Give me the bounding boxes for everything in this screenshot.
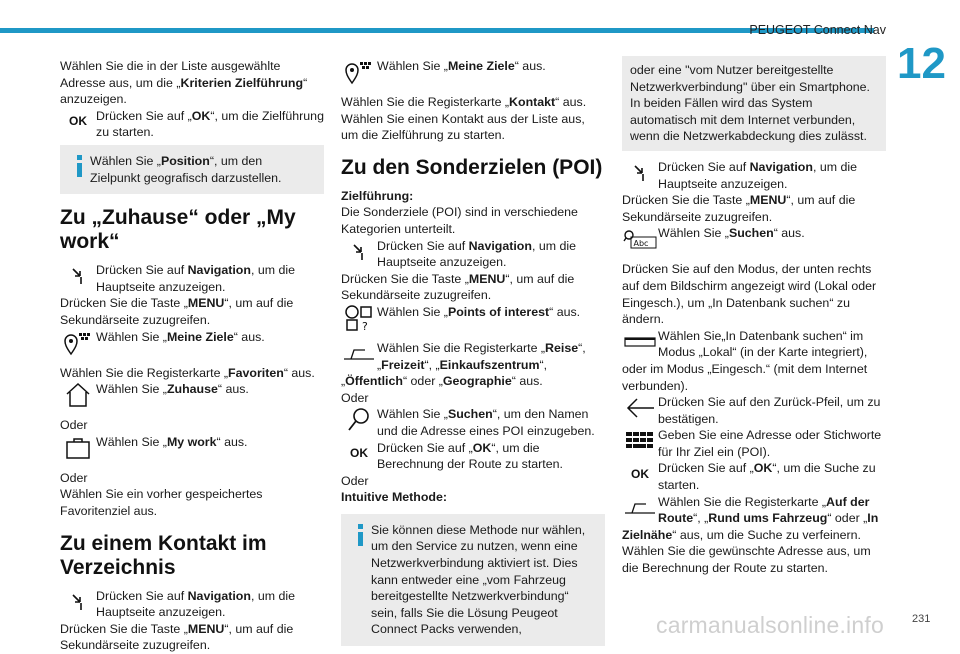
paragraph: Oder [341,390,369,405]
section-heading-home: Zu „Zuhause“ oder „My work“ [60,206,296,254]
info-box-continued: oder eine "vom Nutzer bereitgestellte Netzwerkverbindung" über ein Smartphone. In beiden Fällen wird das System automatisch mit dem Internet verbunden, wenn die Netzwerkabdeckung dies zulässt. [622,56,886,151]
navigation-arrow-icon [60,588,96,616]
my-destinations-icon [341,58,377,86]
step-text: Drücken Sie auf den Zurück-Pfeil, um zu bestätigen. [658,395,881,426]
navigation-arrow-icon [622,159,658,187]
step-text: Drücken Sie auf Navigation, um die Hauptseite anzuzeigen. [658,159,858,191]
work-step [60,434,324,462]
svg-text:?: ? [362,319,368,333]
column-3 [622,58,886,577]
paragraph: Wählen Sie die Registerkarte „Favoriten“ aus. [60,365,315,380]
destinations-step [341,58,605,86]
info-text: Sie können diese Methode nur wählen, um den Service zu nutzen, wenn eine Netzwerkverbindung aktiviert ist. Dies kann entweder eine „vom Fahrzeug bereitgestellte Netzwerkverbindung“ sein, falls Sie die Lösung Peugeot Connect Packs verwenden, [371,522,586,637]
search-icon [341,406,377,434]
step-text: Wählen Sie die Registerkarte „Auf der Route“, „Rund ums Fahrzeug“ oder „In [658,494,879,526]
ok-label-icon: OK [631,467,649,482]
nav-step [341,238,605,271]
paragraph: Wählen Sie die in der Liste ausgewählte Adresse aus, um die „Kriterien Zielführung“ anzuzeigen. [60,59,308,107]
subheading: Intuitive Methode: [341,490,448,505]
tab-shape-icon [622,494,658,522]
address-step [622,427,886,460]
tabs-step [622,494,886,527]
step-text: Wählen Sie „Meine Ziele“ aus. [96,329,265,344]
ok-step [341,440,605,473]
paragraph: Drücken Sie die Taste „MENU“, um auf die Sekundärseite zuzugreifen. [341,271,575,303]
paragraph: Drücken Sie die Taste „MENU“, um auf die Sekundärseite zuzugreifen. [622,193,856,224]
step-text: Wählen Sie „Points of interest“ aus. [377,304,581,319]
section-heading-poi: Zu den Sonderzielen (POI) [341,155,603,179]
paragraph: oder im Modus „Eingesch.“ (mit dem Internet verbunden). [622,361,868,393]
step-text: Wählen Sie die Registerkarte „Reise“, „Freizeit“, „Einkaufszentrum“, [377,340,586,372]
paragraph: Die Sonderziele (POI) sind in verschiedene Kategorien unterteilt. [341,205,578,236]
step-text: Drücken Sie auf Navigation, um die Hauptseite anzuzeigen. [377,238,577,270]
header-accent-bar [0,28,874,33]
keyboard-step [622,225,886,253]
paragraph: Drücken Sie die Taste „MENU“, um auf die Sekundärseite zuzugreifen. [60,621,294,653]
column-2 [341,58,605,652]
header-title: PEUGEOT Connect Nav [749,23,886,37]
info-box [341,514,605,646]
info-icon [68,153,90,186]
step-text: Drücken Sie auf Navigation, um die Hauptseite anzuzeigen. [96,588,296,620]
section-heading-contact: Zu einem Kontakt im Verzeichnis [60,531,267,579]
my-destinations-icon [60,329,96,357]
paragraph: Wählen Sie die Registerkarte „Kontakt“ aus. Wählen Sie einen Kontakt aus der Liste aus, um die Zielführung zu starten. [341,95,587,143]
paragraph: Oder [60,470,88,485]
step-text: Wählen Sie„In Datenbank suchen“ im Modus „Lokal“ (in der Karte integriert), [658,328,868,360]
ok-step [622,460,886,493]
nav-step [60,588,324,621]
page-number: 231 [912,613,931,625]
paragraph: Wählen Sie ein vorher gespeichertes Favoritenziel aus. [60,487,263,518]
nav-step [60,262,324,295]
destinations-step [60,329,324,357]
step-text: Wählen Sie „Suchen“, um den Namen und die Adresse eines POI einzugeben. [377,407,595,438]
paragraph: Oder [341,473,369,488]
chapter-number: 12 [897,39,946,88]
back-arrow-icon [622,394,658,422]
home-icon [60,381,96,409]
tab-shape-icon [341,340,377,368]
points-of-interest-icon [341,304,377,332]
keypad-grid-icon [622,427,658,455]
database-step [622,328,886,361]
step-text: Wählen Sie „Zuhause“ aus. [96,382,249,397]
info-text: Wählen Sie „Position“, um den Zielpunkt geografisch darzustellen. [90,153,282,185]
step-text: Wählen Sie „Suchen“ aus. [658,226,805,241]
info-icon [349,522,371,638]
nav-step [622,159,886,192]
navigation-arrow-icon [341,238,377,266]
step-text: Drücken Sie auf Navigation, um die Hauptseite anzuzeigen. [96,263,296,294]
subheading: Zielführung: [341,188,414,203]
paragraph: Wählen Sie die gewünschte Adresse aus, um die Berechnung der Route zu starten. [622,544,871,576]
briefcase-icon [60,434,96,462]
step-text: Wählen Sie „My work“ aus. [96,434,248,449]
paragraph: Oder [60,418,88,433]
svg-text:Abc: Abc [633,239,649,249]
step-text: Wählen Sie „Meine Ziele“ aus. [377,59,546,73]
ok-label-icon: OK [350,446,368,461]
database-mode-icon [622,328,658,356]
paragraph: Drücken Sie die Taste „MENU“, um auf die Sekundärseite zuzugreifen. [60,296,294,327]
step-text: Drücken Sie auf „OK“, um die Zielführung zu starten. [96,108,324,140]
tabs-step [341,340,605,373]
poi-step [341,304,605,332]
paragraph: Zielnähe“ aus, um die Suche zu verfeinern. [622,527,861,542]
info-box [60,145,324,194]
step-text: Drücken Sie auf „OK“, um die Suche zu starten. [658,461,876,493]
step-text: Drücken Sie auf „OK“, um die Berechnung der Route zu starten. [377,440,563,472]
home-step [60,381,324,409]
paragraph: Drücken Sie auf den Modus, der unten rechts auf dem Bildschirm angezeigt wird (Lokal oder Eingesch.), um „In Datenbank suchen“ zu ändern. [622,262,877,327]
step-text: Geben Sie eine Adresse oder Stichworte für Ihr Ziel ein (POI). [658,428,882,459]
keyboard-abc-icon [622,225,658,253]
footer-watermark: carmanualsonline.info [656,612,884,638]
search-step [341,406,605,439]
column-1 [60,58,324,654]
navigation-arrow-icon [60,262,96,290]
ok-label-icon: OK [69,114,87,129]
paragraph: „Öffentlich“ oder „Geographie“ aus. [341,374,543,389]
back-step [622,394,886,427]
ok-step [60,108,324,141]
